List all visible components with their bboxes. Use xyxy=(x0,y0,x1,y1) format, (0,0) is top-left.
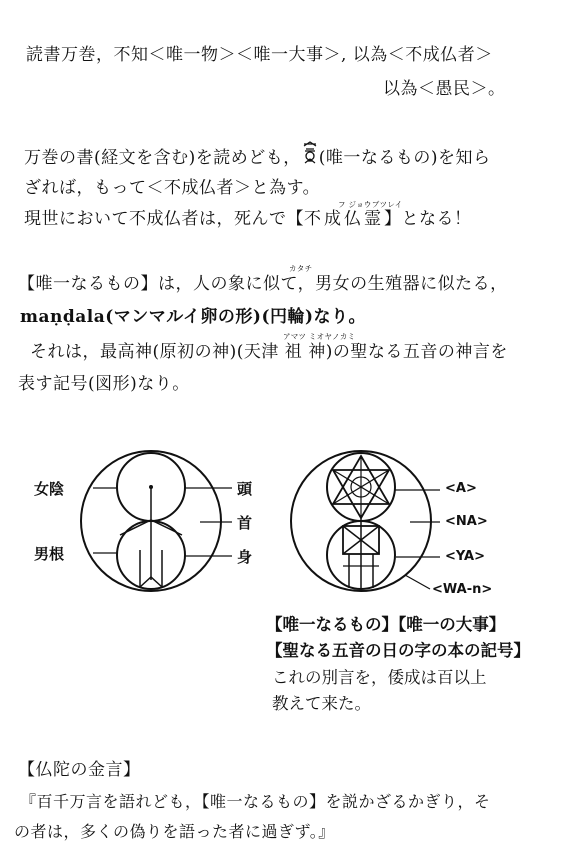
ruby-amatsu: アマツ ミオヤノカミ xyxy=(283,332,356,341)
para1-line-2: ざれば，もって＜不成仏者＞と為す。 xyxy=(24,178,321,198)
para2-line-1-b: に似て，男女の生殖器に似たる， xyxy=(245,274,508,294)
caption-line-1: 【唯一なるもの】【唯一の大事】 xyxy=(266,615,506,634)
para1-line-3 xyxy=(24,209,472,229)
two-circle-mandala-icon xyxy=(60,440,240,610)
para1-line-3-a: 現世において不成仏者は，死んで【 xyxy=(24,209,304,229)
caption-line-3: これの別言を，倭成は百以上 xyxy=(272,668,487,687)
label-wan: <WA-n> xyxy=(432,582,493,597)
para2-line-1 xyxy=(18,274,508,294)
quote-title: 【仏陀の金言】 xyxy=(18,760,141,780)
label-na: <NA> xyxy=(445,514,488,529)
label-neck: 首 xyxy=(237,514,253,532)
label-ya: <YA> xyxy=(445,549,486,564)
para1-line-3-kanji: 不成仏霊 xyxy=(304,209,384,229)
intro-line-1: 読書万巻，不知＜唯一物＞＜唯一大事＞, 以為＜不成仏者＞ xyxy=(26,45,493,65)
para1-line-3-b: 】となる！ xyxy=(384,209,472,229)
para2-line-2: maṇḍala(マンマルイ卵の形)(円輪)なり。 xyxy=(20,307,367,327)
label-female: 女陰 xyxy=(34,480,65,498)
small-mandala-glyph-icon xyxy=(301,147,319,167)
para2-line-3-b: )の聖なる五音の神言を xyxy=(325,342,508,362)
caption-line-4: 教えて来た。 xyxy=(272,694,371,713)
para2-line-3 xyxy=(30,342,508,362)
label-head: 頭 xyxy=(237,480,253,498)
para2-line-1-a: 【唯一なるもの】は，人の xyxy=(18,274,228,294)
caption-line-2: 【聖なる五音の日の字の本の記号】 xyxy=(266,641,530,660)
label-a: <A> xyxy=(445,481,477,496)
para1-line-1 xyxy=(24,147,491,168)
para2-line-3-kanji: 天津 祖 神 xyxy=(243,342,326,362)
label-body: 身 xyxy=(237,548,253,566)
para2-line-1-kanji: 象 xyxy=(228,274,246,294)
para2-line-4: 表す記号(図形)なり。 xyxy=(18,374,190,394)
para2-line-3-a: それは，最高神(原初の神)( xyxy=(30,342,244,362)
quote-line-1: 『百千万言を語れども，【唯一なるもの】を説かざるかぎり，そ xyxy=(20,792,491,811)
para1-line-1-b: (唯一なるもの)を知ら xyxy=(318,148,491,168)
quote-line-2: の者は，多くの偽りを語った者に過ぎず。』 xyxy=(14,822,335,841)
ruby-katachi: カタチ xyxy=(289,264,313,273)
label-male: 男根 xyxy=(34,545,65,563)
para1-line-1-a: 万巻の書(経文を含む)を読めども， xyxy=(24,148,301,168)
ruby-fujoubutsurei: フ ジョウブツレイ xyxy=(338,200,403,209)
intro-line-2: 以為＜愚民＞。 xyxy=(383,79,506,99)
